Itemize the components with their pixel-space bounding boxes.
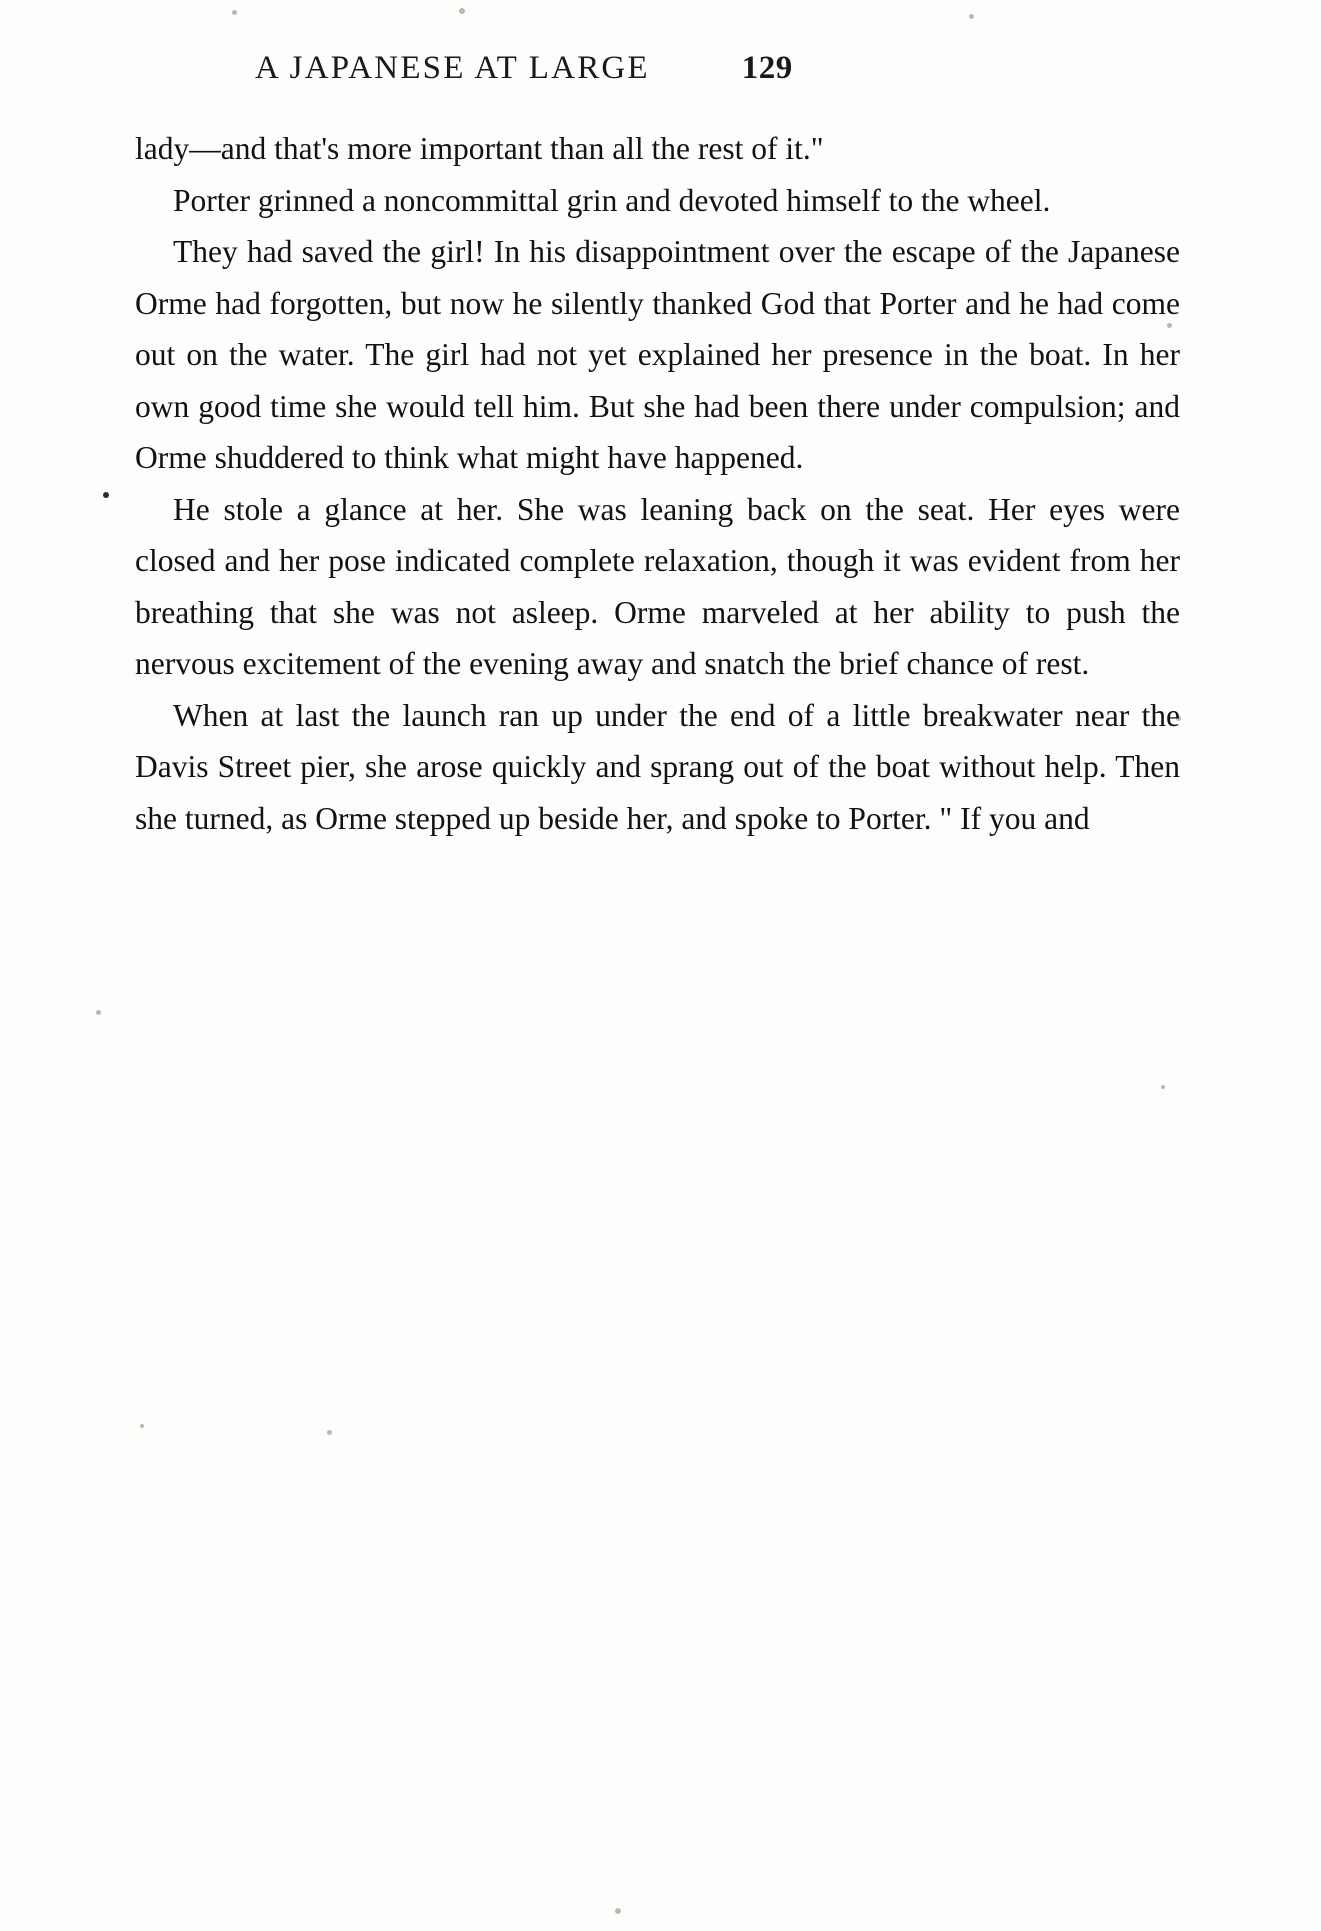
paper-speck [615, 1908, 621, 1914]
paper-speck [1161, 1085, 1165, 1089]
paper-speck [459, 8, 465, 14]
paragraph: When at last the launch ran up under the end of a little breakwater near the Davis Street pier, she arose quickly and sprang out of the boat without help. Then she turned, as Orme stepped up beside her, and spoke to Porter. " If you and [135, 697, 1180, 836]
paper-speck [232, 10, 237, 15]
page-header-title: A JAPANESE AT LARGE [255, 50, 650, 86]
paper-speck [327, 1430, 332, 1435]
margin-ink-mark [103, 492, 109, 498]
paragraph: lady—and that's more important than all the rest of it." [135, 131, 824, 166]
paper-speck [140, 1424, 144, 1428]
paper-speck [969, 14, 974, 19]
page-body [135, 123, 1180, 844]
running-head [135, 50, 1180, 87]
paragraph: They had saved the girl! In his disappointment over the escape of the Japanese Orme had forgotten, but now he silently thanked God that Porter and he had come out on the water. The girl had not yet explained her presence in the boat. In her own good time she would tell him. But she had been there under compulsion; and Orme shuddered to think what might have happened. [135, 234, 1180, 475]
paragraph: He stole a glance at her. She was leaning back on the seat. Her eyes were closed and her pose indicated complete relaxation, though it was evident from her breathing that she was not asleep. Orme marveled at her ability to push the nervous excitement of the evening away and snatch the brief chance of rest. [135, 491, 1180, 681]
paragraph: Porter grinned a noncommittal grin and devoted himself to the wheel. [173, 182, 1051, 218]
paper-speck [96, 1010, 101, 1015]
page-number: 129 [741, 50, 793, 86]
